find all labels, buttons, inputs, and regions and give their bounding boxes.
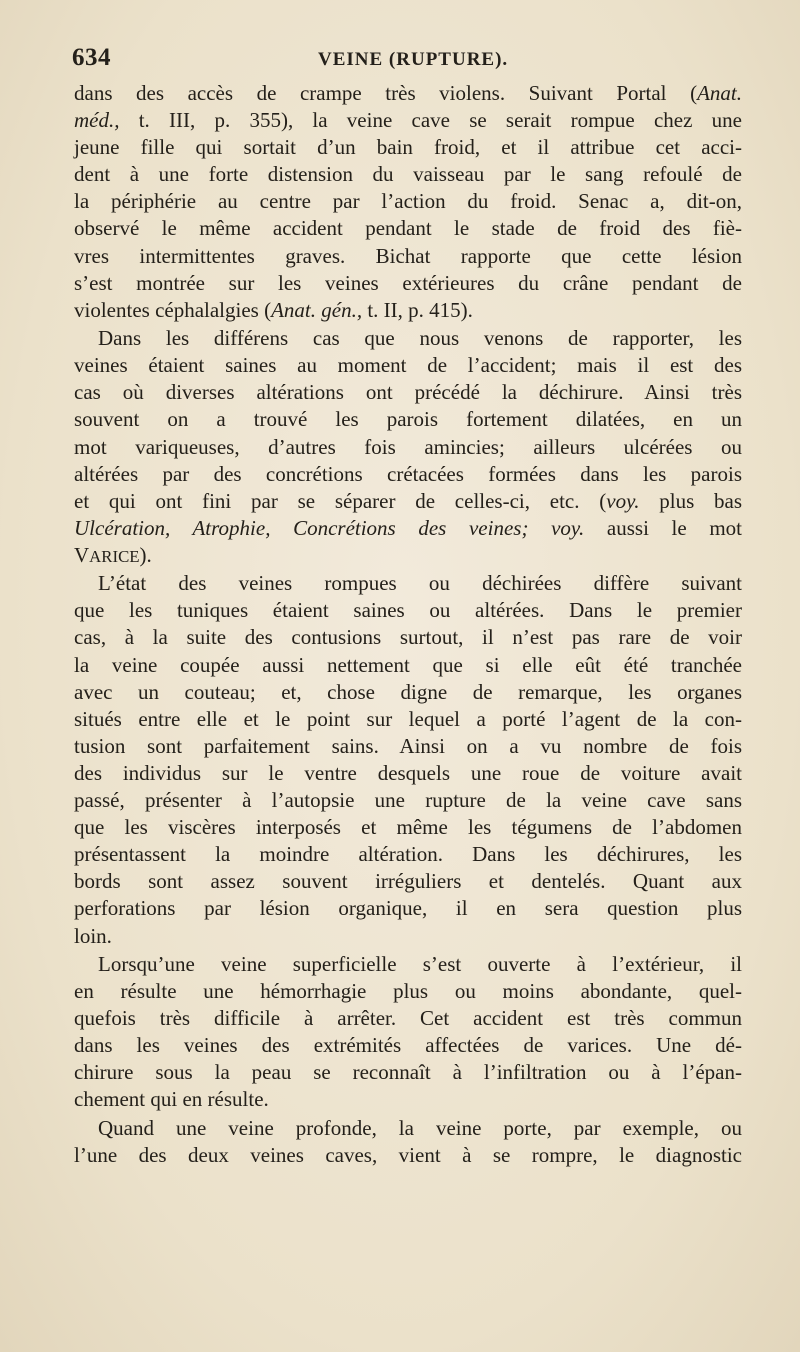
text-line: perforations par lésion organique, il en sera question plus — [74, 896, 742, 921]
text-line: que les viscères interposés et même les tégumens de l’abdomen — [74, 815, 742, 840]
paragraph-5 — [74, 1115, 742, 1169]
text-line: cas où diverses altérations ont précédé la déchirure. Ainsi très — [74, 380, 742, 405]
text-line: avec un couteau; et, chose digne de remarque, les organes — [74, 679, 742, 704]
text-line: veines étaient saines au moment de l’accident; mais il est des — [74, 353, 742, 378]
text-line: jeune fille qui sortait d’un bain froid, et il attribue cet acci- — [74, 135, 742, 160]
text-line: présentassent la moindre altération. Dans les déchirures, les — [74, 842, 742, 867]
text-line: méd., t. III, p. 355), la veine cave se serait rompue chez une — [74, 108, 742, 133]
text-line: tusion sont parfaitement sains. Ainsi on a vu nombre de fois — [74, 733, 742, 758]
text-line: dent à une forte distension du vaisseau par le sang refoulé de — [74, 162, 742, 187]
text-line: violentes céphalalgies (Anat. gén., t. II, p. 415). — [74, 297, 473, 322]
text-line: altérées par des concrétions crétacées formées dans les parois — [74, 461, 742, 486]
text-line: que les tuniques étaient saines ou altérées. Dans le premier — [74, 598, 742, 623]
text-line: Lorsqu’une veine superficielle s’est ouverte à l’extérieur, il — [98, 951, 742, 976]
text-line: VARICE). — [74, 542, 152, 567]
text-line: dans les veines des extrémités affectées de varices. Une dé- — [74, 1033, 742, 1058]
text-line: des individus sur le ventre desquels une roue de voiture avait — [74, 760, 742, 785]
text-line: situés entre elle et le point sur lequel a porté l’agent de la con- — [74, 706, 742, 731]
text-line: Quand une veine profonde, la veine porte, par exemple, ou — [98, 1115, 742, 1140]
body-text — [74, 80, 742, 1169]
text-line: dans des accès de crampe très violens. Suivant Portal (Anat. — [74, 81, 742, 105]
text-line: la veine coupée aussi nettement que si elle eût été tranchée — [74, 652, 742, 677]
text-line: souvent on a trouvé les parois fortement dilatées, en un — [74, 407, 742, 432]
page-header — [72, 44, 742, 78]
text-line: s’est montrée sur les veines extérieures du crâne pendant de — [74, 270, 742, 295]
text-line: vres intermittentes graves. Bichat rapporte que cette lésion — [74, 243, 742, 268]
text-line: bords sont assez souvent irréguliers et dentelés. Quant aux — [74, 869, 742, 894]
text-line: Ulcération, Atrophie, Concrétions des veines; voy. aussi le mot — [74, 515, 742, 540]
text-line: observé le même accident pendant le stade de froid des fiè- — [74, 216, 742, 241]
text-line: et qui ont fini par se séparer de celles-ci, etc. (voy. plus bas — [74, 488, 742, 513]
text-line: chirure sous la peau se reconnaît à l’infiltration ou à l’épan- — [74, 1060, 742, 1085]
text-line: en résulte une hémorrhagie plus ou moins abondante, quel- — [74, 978, 742, 1003]
text-line: chement qui en résulte. — [74, 1087, 269, 1112]
paragraph-2 — [74, 325, 742, 569]
paragraph-4 — [74, 951, 742, 1114]
paragraph-1 — [74, 80, 742, 324]
text-line: l’une des deux veines caves, vient à se rompre, le diagnostic — [74, 1142, 742, 1167]
page-number: 634 — [72, 44, 111, 71]
paragraph-3 — [74, 570, 742, 949]
text-line: la périphérie au centre par l’action du froid. Senac a, dit-on, — [74, 189, 742, 214]
text-line: passé, présenter à l’autopsie une rupture de la veine cave sans — [74, 788, 742, 813]
text-line: L’état des veines rompues ou déchirées diffère suivant — [98, 571, 742, 596]
text-line: mot variqueuses, d’autres fois amincies; ailleurs ulcérées ou — [74, 434, 742, 459]
text-line: quefois très difficile à arrêter. Cet accident est très commun — [74, 1006, 742, 1031]
text-line: loin. — [74, 923, 112, 948]
running-head: VEINE (RUPTURE). — [318, 49, 509, 70]
text-line: cas, à la suite des contusions surtout, il n’est pas rare de voir — [74, 625, 742, 650]
text-line: Dans les différens cas que nous venons de rapporter, les — [98, 326, 742, 351]
